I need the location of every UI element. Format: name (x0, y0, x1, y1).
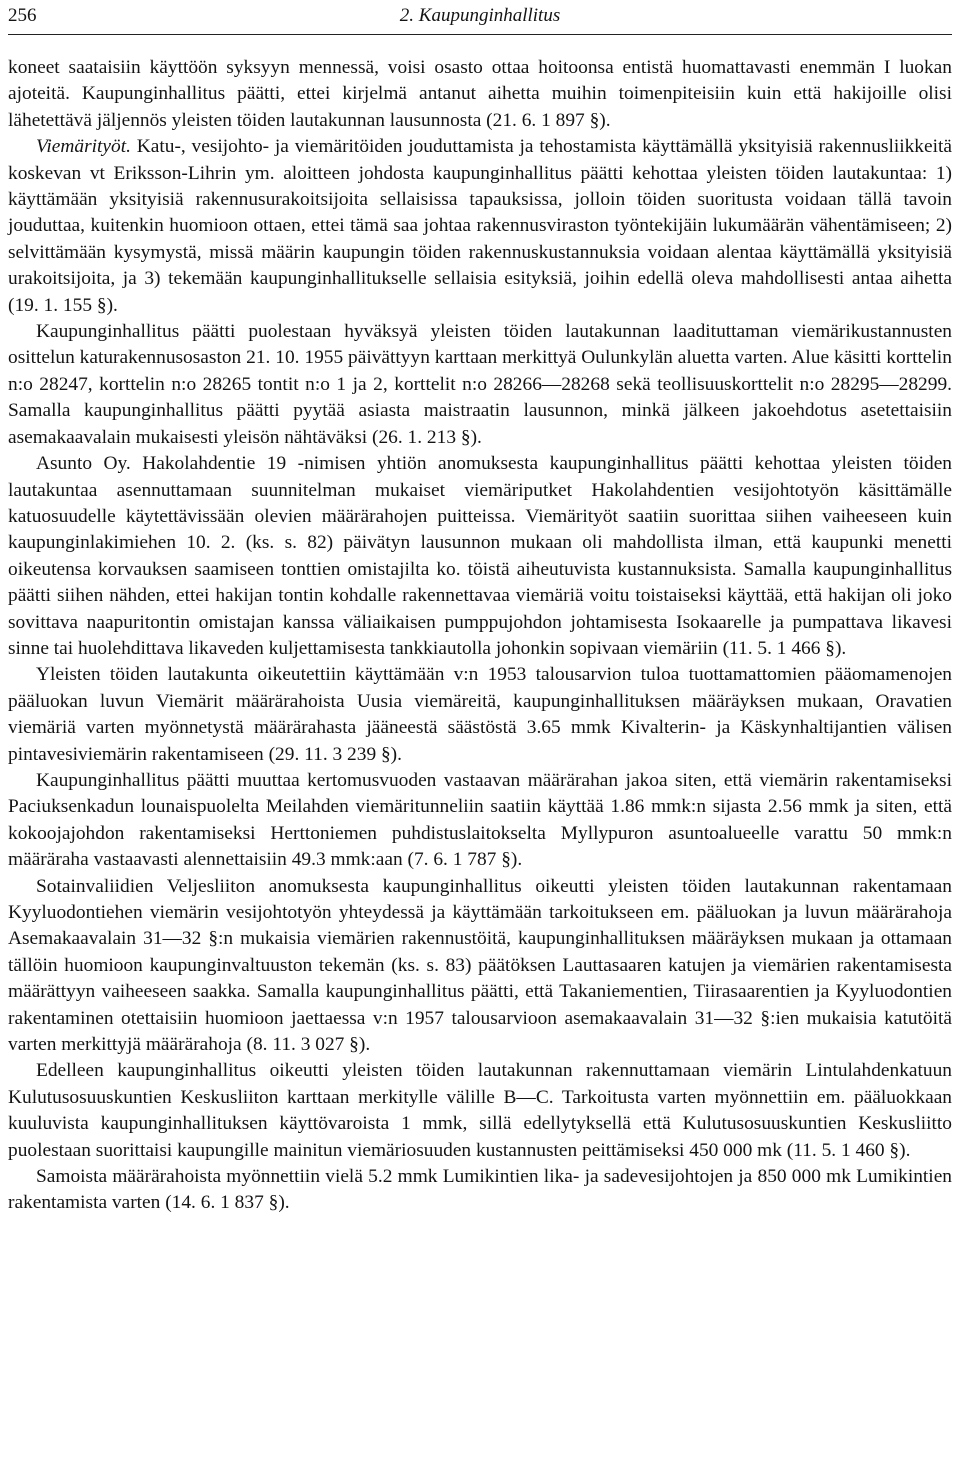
paragraph (8, 451, 952, 662)
paragraph-text: koneet saataisiin käyttöön syksyyn mennessä, voisi osasto ottaa hoitoonsa entistä huomattavasti enemmän I luokan ajoteitä. Kaupunginhallitus päätti, ettei kirjelmä antanut aihetta muihin toimenpiteisiin kuin että hakijoille olisi lähetettävä jäljennös yleisten töiden lautakunnan lausunnosta (21. 6. 1 897 §). (8, 57, 952, 131)
paragraph (8, 768, 952, 874)
paragraph (8, 1164, 952, 1217)
paragraph-text: Samoista määrärahoista myönnettiin vielä 5.2 mmk Lumikintien lika- ja sadevesijohtojen ja 850 000 mk Lumikintien rakentamista varten (14. 6. 1 837 §). (8, 1166, 952, 1214)
section-title: 2. Kaupunginhallitus (399, 5, 561, 26)
paragraph (8, 55, 952, 134)
paragraph-text: Kaupunginhallitus päätti muuttaa kertomusvuoden vastaavan määrärahan jakoa siten, että viemärin rakentamiseksi Paciuksenkadun lounaispuolelta Meilahden viemäritunneliin saatiin käyttää 1.86 mmk:n sijasta 2.56 mmk ja siten, että kokoojajohdon rakentamiseksi Herttoniemen puhdistuslaitokselta Myllypuron asuntoalueelle varattu 50 mmk:n määräraha vastaavasti alennettaisiin 49.3 mmk:aan (7. 6. 1 787 §). (8, 769, 952, 871)
paragraph-text: Asunto Oy. Hakolahdentie 19 -nimisen yhtiön anomuksesta kaupunginhallitus päätti kehottaa yleisten töiden lautakuntaa asennuttamaan suunnitelman mukaiset viemäriputket Hakolahdentien vesijohtotyön käsittämälle katuosuudelle käytettävissään olevien määrärahojen puitteissa. Viemärityöt saatiin suorittaa siihen vaiheeseen kuin kaupunginlakimiehen 10. 2. (ks. s. 82) päivätyn lausunnon mukaan oli mahdollista ilman, että kaupunki menetti oikeutensa korvauksen saamiseen tonttien omistajilta ko. töistä aiheutuvista kustannuksista. Samalla kaupunginhallitus päätti siihen nähden, ettei hakijan tontin kohdalle rakennettavaa viemäriä voitu toistaiseksi käyttää, että hakijan oli joko sovittava naapuritontin omistajan kanssa väliaikaisen pumppujohdon johtamisesta Isokaarelle ja pumpattava likavesi sinne tai huolehdittava likaveden kuljettamisesta tankkiautolla johonkin sopivaan viemäriin (11. 5. 1 466 §). (8, 453, 952, 659)
paragraph (8, 134, 952, 319)
document-page (8, 0, 952, 1484)
paragraph-text: Kaupunginhallitus päätti puolestaan hyväksyä yleisten töiden lautakunnan laadituttaman viemärikustannusten osittelun katurakennusosaston 21. 10. 1955 päivättyyn karttaan merkittyä Oulunkylän aluetta varten. Alue käsitti korttelin n:o 28247, korttelin n:o 28265 tontit n:o 1 ja 2, korttelit n:o 28266—28268 sekä teollisuuskorttelit n:o 28295—28299. Samalla kaupunginhallitus päätti pyytää asiasta maistraatin lausunnon, minkä jälkeen jakoehdotus asetettaisiin asemakaavalain mukaisesti yleisön nähtäväksi (26. 1. 213 §). (8, 321, 952, 448)
paragraph (8, 662, 952, 768)
page-number: 256 (8, 5, 37, 26)
paragraph (8, 1058, 952, 1164)
paragraph-lead: Viemärityöt. (36, 136, 131, 158)
paragraph-text: Katu-, vesijohto- ja viemäritöiden jouduttamista ja tehostamista käyttämällä yksityisiä rakennusliikkeitä koskevan vt Eriksson-Lihrin ym. aloitteen johdosta kaupunginhallitus päätti kehottaa yleisten töiden lautakuntaa: 1) käyttämään yksityisiä rakennusurakoitsijoita sellaisissa tapauksissa, jolloin töiden suoritusta voidaan tällä tavoin jouduttaa, kuitenkin huomioon ottaen, ettei tämä saa johtaa rakennusviraston työntekijäin lukumäärän vähentämiseen; 2) selvittämään kysymystä, missä määrin kaupungin töiden rakennuskustannuksia voidaan alentaa käyttämällä yksityisiä urakoitsijoita, ja 3) tekemään kaupunginhallitukselle sellaisia esityksiä, joihin edellä oleva mahdollisesti antaa aihetta (19. 1. 155 §). (8, 136, 952, 316)
paragraph-text: Yleisten töiden lautakunta oikeutettiin käyttämään v:n 1953 talousarvion tuloa tuottamattomien pääomamenojen pääluokan luvun Viemärit määrärahoista Uusia viemäreitä, kaupunginhallituksen määräyksen mukaan, Oravatien viemäriä varten myönnetystä määrärahasta jääneestä säästöstä 3.65 mmk Kivalterin- ja Käskynhaltijantien välisen pintavesiviemärin rakentamiseen (29. 11. 3 239 §). (8, 664, 952, 765)
paragraph (8, 874, 952, 1059)
paragraph (8, 319, 952, 451)
body-text (8, 55, 952, 1217)
paragraph-text: Sotainvaliidien Veljesliiton anomuksesta kaupunginhallitus oikeutti yleisten töiden lautakunnan rakentamaan Kyyluodontiehen viemärin vesijohtotyön yhteydessä ja käyttämään tarkoitukseen em. pääluokan ja luvun määrärahoja Asemakaavalain 31—32 §:n mukaisia viemärien rakennustöitä, kaupunginhallituksen määräyksen mukaan ja ottamaan tällöin huomioon kaupunginvaltuuston tekemän (ks. s. 83) päätöksen Lauttasaaren katujen ja viemärien rakentamisesta määrättyyn vaiheeseen saakka. Samalla kaupunginhallitus päätti, että Takaniementien, Tiirasaarentien ja Kyyluodontien rakentaminen otettaisiin huomioon jaettaessa v:n 1957 talousarvioon asemakaavalain 31—32 §:ien mukaisia katutöitä varten merkittyjä määrärahoja (8. 11. 3 027 §). (8, 875, 952, 1056)
running-header (8, 2, 952, 30)
paragraph-text: Edelleen kaupunginhallitus oikeutti yleisten töiden lautakunnan rakennuttamaan viemärin Lintulahdenkatuun Kulutusosuuskuntien Keskusliiton karttaan merkitylle välille B—C. Tarkoitusta varten myönnettiin em. pääluokkaan kuuluvista kaupunginhallituksen käyttövaroista 1 mmk, sillä edellytyksellä että Kulutusosuuskuntien Keskusliitto puolestaan suorittaisi kaupungille mainitun viemäriosuuden kustannusten peittämiseksi 450 000 mk (11. 5. 1 460 §). (8, 1060, 952, 1161)
header-rule (8, 34, 952, 35)
